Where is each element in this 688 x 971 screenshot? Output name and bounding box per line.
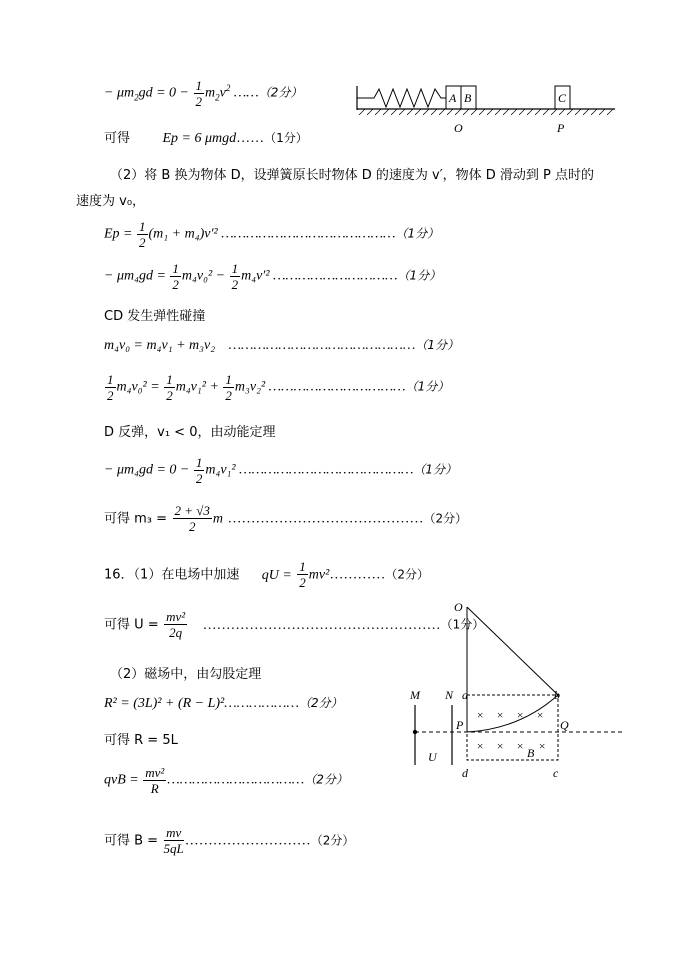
- eq-text: − μm: [104, 85, 135, 101]
- field-cross-icon: ×: [516, 708, 525, 722]
- field-cross-icon: ×: [496, 739, 505, 753]
- field-cross-icon: ×: [536, 708, 545, 722]
- eq-line-18: qvB = $\frac{\text{mv²}}{R}$ ……………………………（2分）: [104, 765, 348, 796]
- paragraph-line: （2）磁场中，由勾股定理: [110, 667, 262, 682]
- paragraph-line: （2）将 B 换为物体 D，设弹簧原长时物体 D 的速度为 v′，物体 D 滑动到 P 点时的: [110, 168, 595, 183]
- label-c: C: [558, 91, 567, 105]
- eq-line-2: 可得 Ep = 6 μmgd……（1分）: [104, 131, 308, 146]
- fraction-half: $\frac{1}{2}$: [195, 78, 202, 109]
- eq-line-17: 可得 R = 5L: [104, 733, 178, 748]
- label-p: P: [456, 718, 464, 732]
- eq-line-19: 可得 B = $\frac{mv}{5qL}$ ………………………（2分）: [104, 825, 355, 856]
- label-field-b: B: [527, 746, 535, 760]
- label-o: O: [454, 600, 463, 614]
- label-a: A: [449, 91, 457, 105]
- field-cross-icon: ×: [476, 739, 485, 753]
- source-dot: [413, 730, 417, 734]
- field-cross-icon: ×: [516, 739, 525, 753]
- eq-line-16: R² = (3L)² + (R − L)²………………（2分）: [104, 696, 343, 711]
- subscript: 2: [134, 92, 139, 103]
- paragraph-line: CD 发生弹性碰撞: [104, 309, 206, 324]
- label-o: O: [454, 121, 463, 135]
- eq-text: m: [205, 85, 216, 101]
- label-q: Q: [560, 718, 569, 732]
- eq-line-1: − $\mu m_2gd = 0$ − $\frac{1}{2}$ $m_2v^2$ ……（2分）: [104, 78, 303, 109]
- eq-line-12: 可得 m₃ = $\frac{2 + √3}{2}$ m ……………………………………（2分）: [104, 503, 468, 534]
- eq-line-9: $\frac{1}{2}$ m₄v₀² = $\frac{1}{2}$ m₄v₁² + $\frac{1}{2}$ m₃v₂² ……………………………（1分）: [107, 372, 450, 403]
- leader-dots: ……: [233, 85, 259, 101]
- field-cross-icon: ×: [496, 708, 505, 722]
- label-b: B: [464, 91, 472, 105]
- label-a: a: [462, 688, 468, 702]
- eq-line-5: Ep = $\frac{1}{2}$ (m₁ + m₄)v′² ……………………………………（1分）: [104, 219, 440, 250]
- eq-line-13: 16．（1）在电场中加速 qU = $\frac{1}{2}$ mv²…………（2分）: [104, 559, 429, 590]
- eq-line-11: − μm₄gd = 0 − $\frac{1}{2}$ m₄v₁² ……………………………………（1分）: [104, 455, 458, 486]
- label-p: P: [557, 121, 565, 135]
- paragraph-line: D 反弹，v₁ < 0，由动能定理: [104, 425, 276, 440]
- eq-line-6: − μm₄gd = $\frac{1}{2}$ m₄v₀² − $\frac{1}{2}$ m₄v′² …………………………（1分）: [104, 261, 442, 292]
- eq-text: gd = 0 −: [138, 85, 189, 101]
- label-c: c: [553, 766, 559, 780]
- label-b: b: [554, 688, 560, 702]
- paragraph-line: 速度为 v₀，: [76, 194, 146, 209]
- label-m: M: [410, 688, 420, 702]
- eq-line-8: m₄v₀ = m₄v₁ + m₃v₂ ………………………………………（1分）: [104, 338, 459, 353]
- eq-line-14: 可得 U = $\frac{\text{mv²}}{2q}$ ……………………………………………（1分）: [104, 609, 485, 640]
- label-u: U: [428, 750, 437, 764]
- label-n: N: [445, 688, 454, 702]
- magnetic-field-figure: [400, 595, 630, 790]
- label-d: d: [462, 766, 468, 780]
- field-cross-icon: ×: [476, 708, 485, 722]
- spring: [357, 89, 446, 107]
- field-cross-icon: ×: [538, 739, 547, 753]
- line-o-b: [467, 607, 558, 695]
- score-points: （2分）: [258, 85, 303, 100]
- spring-blocks-figure: [350, 80, 620, 135]
